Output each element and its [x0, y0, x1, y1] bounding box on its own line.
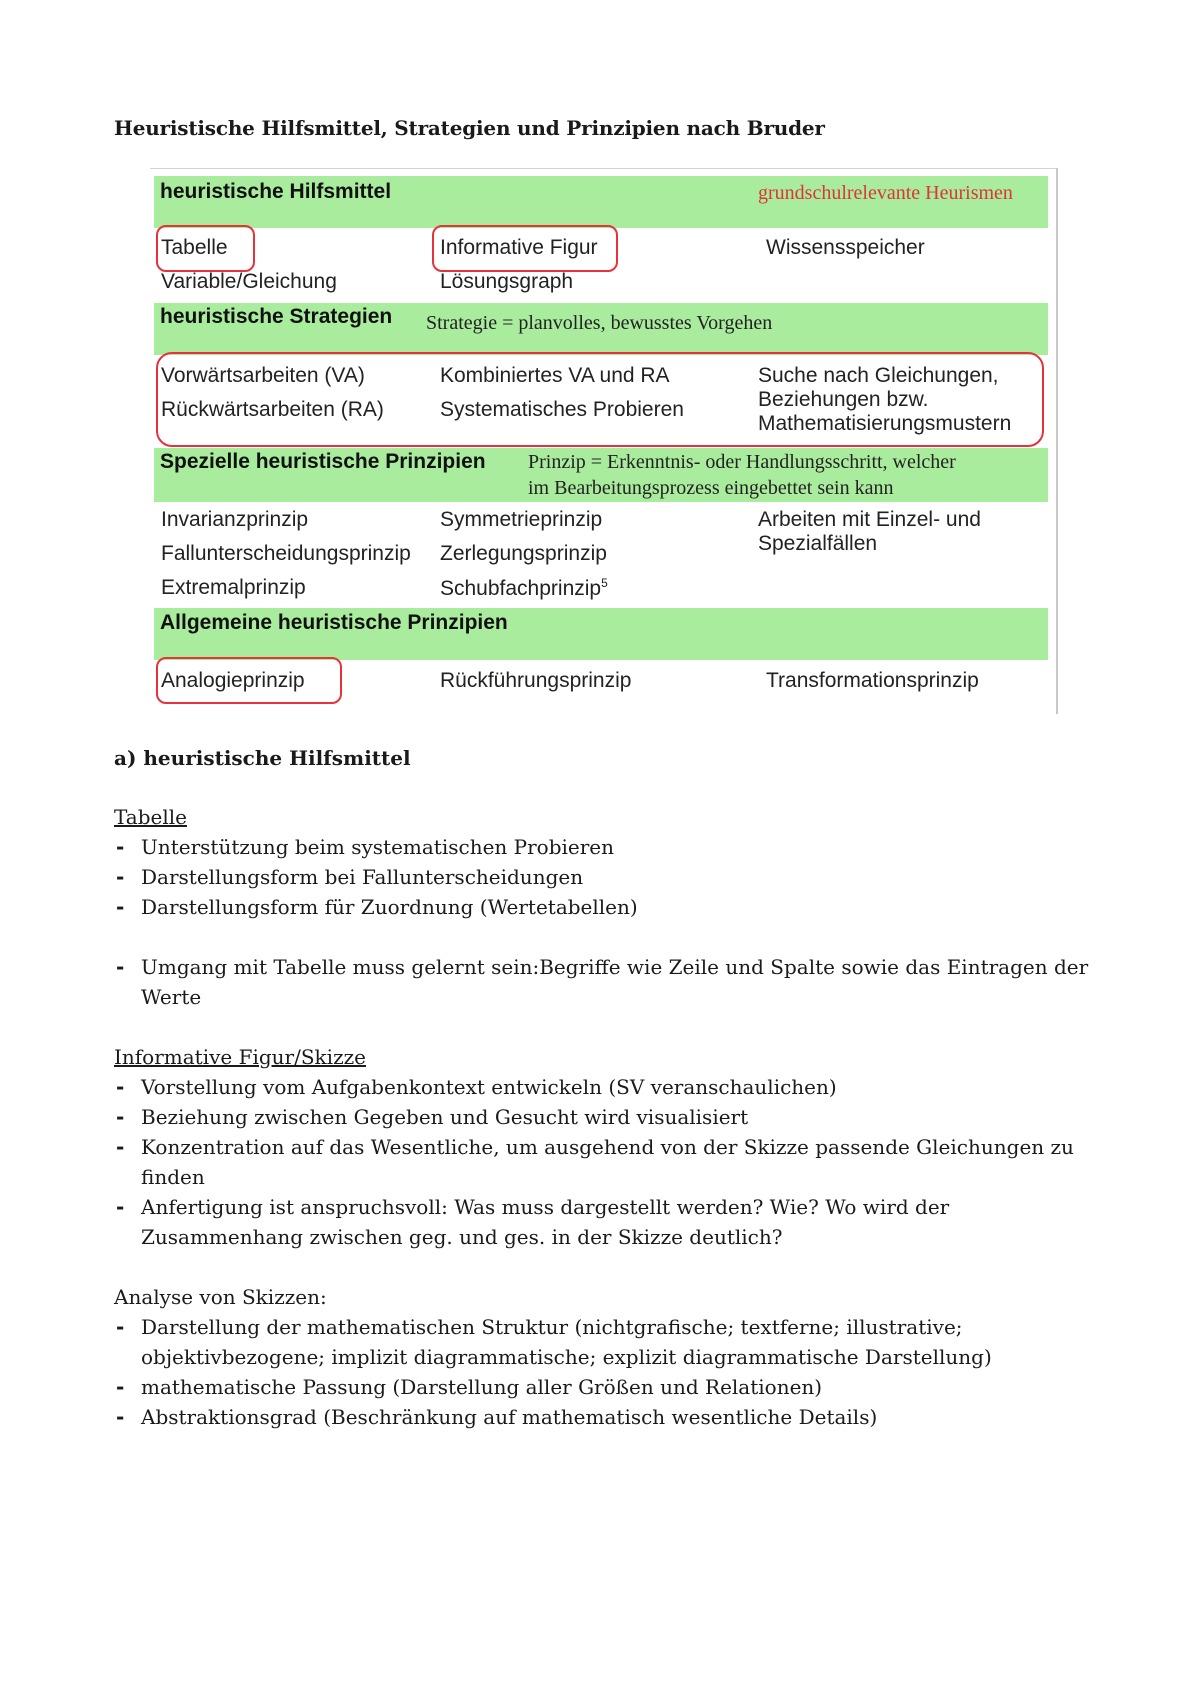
strategie-vorwaertsarbeiten: Vorwärtsarbeiten (VA) [161, 364, 365, 387]
strategie-rueckwaertsarbeiten: Rückwärtsarbeiten (RA) [161, 398, 384, 421]
grundschulrelevant-note: grundschulrelevante Heurismen [758, 182, 1013, 204]
strategie-systematisches-probieren: Systematisches Probieren [440, 398, 684, 421]
prinzip-invarianz: Invarianzprinzip [161, 508, 309, 531]
prinzip-fallunterscheidung: Fallunterscheidungsprinzip [161, 542, 411, 565]
prinzip-zerlegung: Zerlegungsprinzip [440, 542, 607, 565]
strategie-suche-line2: Beziehungen bzw. [758, 388, 929, 411]
prinzip-note-line2: im Bearbeitungsprozess eingebettet sein kann [528, 477, 894, 499]
list-item: - Vorstellung vom Aufgabenkontext entwickeln (SV veranschaulichen) [114, 1072, 1094, 1102]
prinzip-analogie: Analogieprinzip [161, 669, 305, 692]
figur-list [114, 1072, 1094, 1252]
section-a-heading: a) heuristische Hilfsmittel [114, 746, 411, 770]
list-item: - Darstellungsform für Zuordnung (Wertetabellen) [114, 892, 1094, 922]
prinzip-schubfach-label: Schubfachprinzip [440, 577, 602, 600]
strategie-kombiniert: Kombiniertes VA und RA [440, 364, 670, 387]
hilfsmittel-informative-figur: Informative Figur [440, 236, 598, 259]
list-item: - Konzentration auf das Wesentliche, um ausgehend von der Skizze passende Gleichungen zu finden [114, 1132, 1094, 1192]
hilfsmittel-variable-gleichung: Variable/Gleichung [161, 270, 337, 293]
heurismen-overview-figure [150, 168, 1058, 714]
prinzip-transformation: Transformationsprinzip [766, 669, 979, 692]
prinzip-rueckfuehrung: Rückführungsprinzip [440, 669, 632, 692]
prinzip-note-line1: Prinzip = Erkenntnis- oder Handlungsschritt, welcher [528, 451, 956, 473]
figure-right-border [1056, 168, 1058, 714]
list-item: - Anfertigung ist anspruchsvoll: Was muss dargestellt werden? Wie? Wo wird der Zusammenhang zwischen geg. und ges. in der Skizze deutlich? [114, 1192, 1094, 1252]
prinzip-einzelfaelle-line2: Spezialfällen [758, 532, 878, 555]
hilfsmittel-loesungsgraph: Lösungsgraph [440, 270, 574, 293]
prinzip-extremal: Extremalprinzip [161, 576, 306, 599]
list-item: - Abstraktionsgrad (Beschränkung auf mathematisch wesentliche Details) [114, 1402, 1094, 1432]
list-item: - Unterstützung beim systematischen Probieren [114, 832, 1094, 862]
list-item: - Darstellungsform bei Fallunterscheidungen [114, 862, 1094, 892]
prinzip-symmetrie: Symmetrieprinzip [440, 508, 603, 531]
strategie-suche-line1: Suche nach Gleichungen, [758, 364, 999, 387]
prinzip-schubfach [440, 576, 608, 601]
tabelle-title: Tabelle [114, 805, 187, 829]
figur-title: Informative Figur/Skizze [114, 1045, 366, 1069]
band-allgemeine-heading: Allgemeine heuristische Prinzipien [160, 611, 508, 634]
analyse-list [114, 1312, 1094, 1432]
tabelle-list-2 [114, 952, 1094, 1012]
list-item: - Beziehung zwischen Gegeben und Gesucht wird visualisiert [114, 1102, 1094, 1132]
band-spezielle-heading: Spezielle heuristische Prinzipien [160, 450, 486, 473]
page-title: Heuristische Hilfsmittel, Strategien und Prinzipien nach Bruder [114, 116, 825, 140]
list-item: - Umgang mit Tabelle muss gelernt sein:Begriffe wie Zeile und Spalte sowie das Eintragen der Werte [114, 952, 1094, 1012]
list-item: - Darstellung der mathematischen Struktur (nichtgrafische; textferne; illustrative; objektivbezogene; implizit diagrammatische; explizit diagrammatische Darstellung) [114, 1312, 1094, 1372]
tabelle-section [114, 802, 1094, 1432]
strategie-suche-line3: Mathematisierungsmustern [758, 412, 1012, 435]
band-strategien-heading: heuristische Strategien [160, 305, 393, 328]
list-item: - mathematische Passung (Darstellung aller Größen und Relationen) [114, 1372, 1094, 1402]
hilfsmittel-wissensspeicher: Wissensspeicher [766, 236, 925, 259]
prinzip-einzelfaelle-line1: Arbeiten mit Einzel- und [758, 508, 981, 531]
hilfsmittel-tabelle: Tabelle [161, 236, 228, 259]
figure-top-border [150, 168, 1058, 169]
strategie-note: Strategie = planvolles, bewusstes Vorgehen [426, 312, 773, 334]
footnote-marker: 5 [601, 576, 608, 590]
tabelle-list [114, 832, 1094, 922]
band-hilfsmittel-heading: heuristische Hilfsmittel [160, 180, 392, 203]
analyse-title: Analyse von Skizzen: [114, 1285, 327, 1309]
